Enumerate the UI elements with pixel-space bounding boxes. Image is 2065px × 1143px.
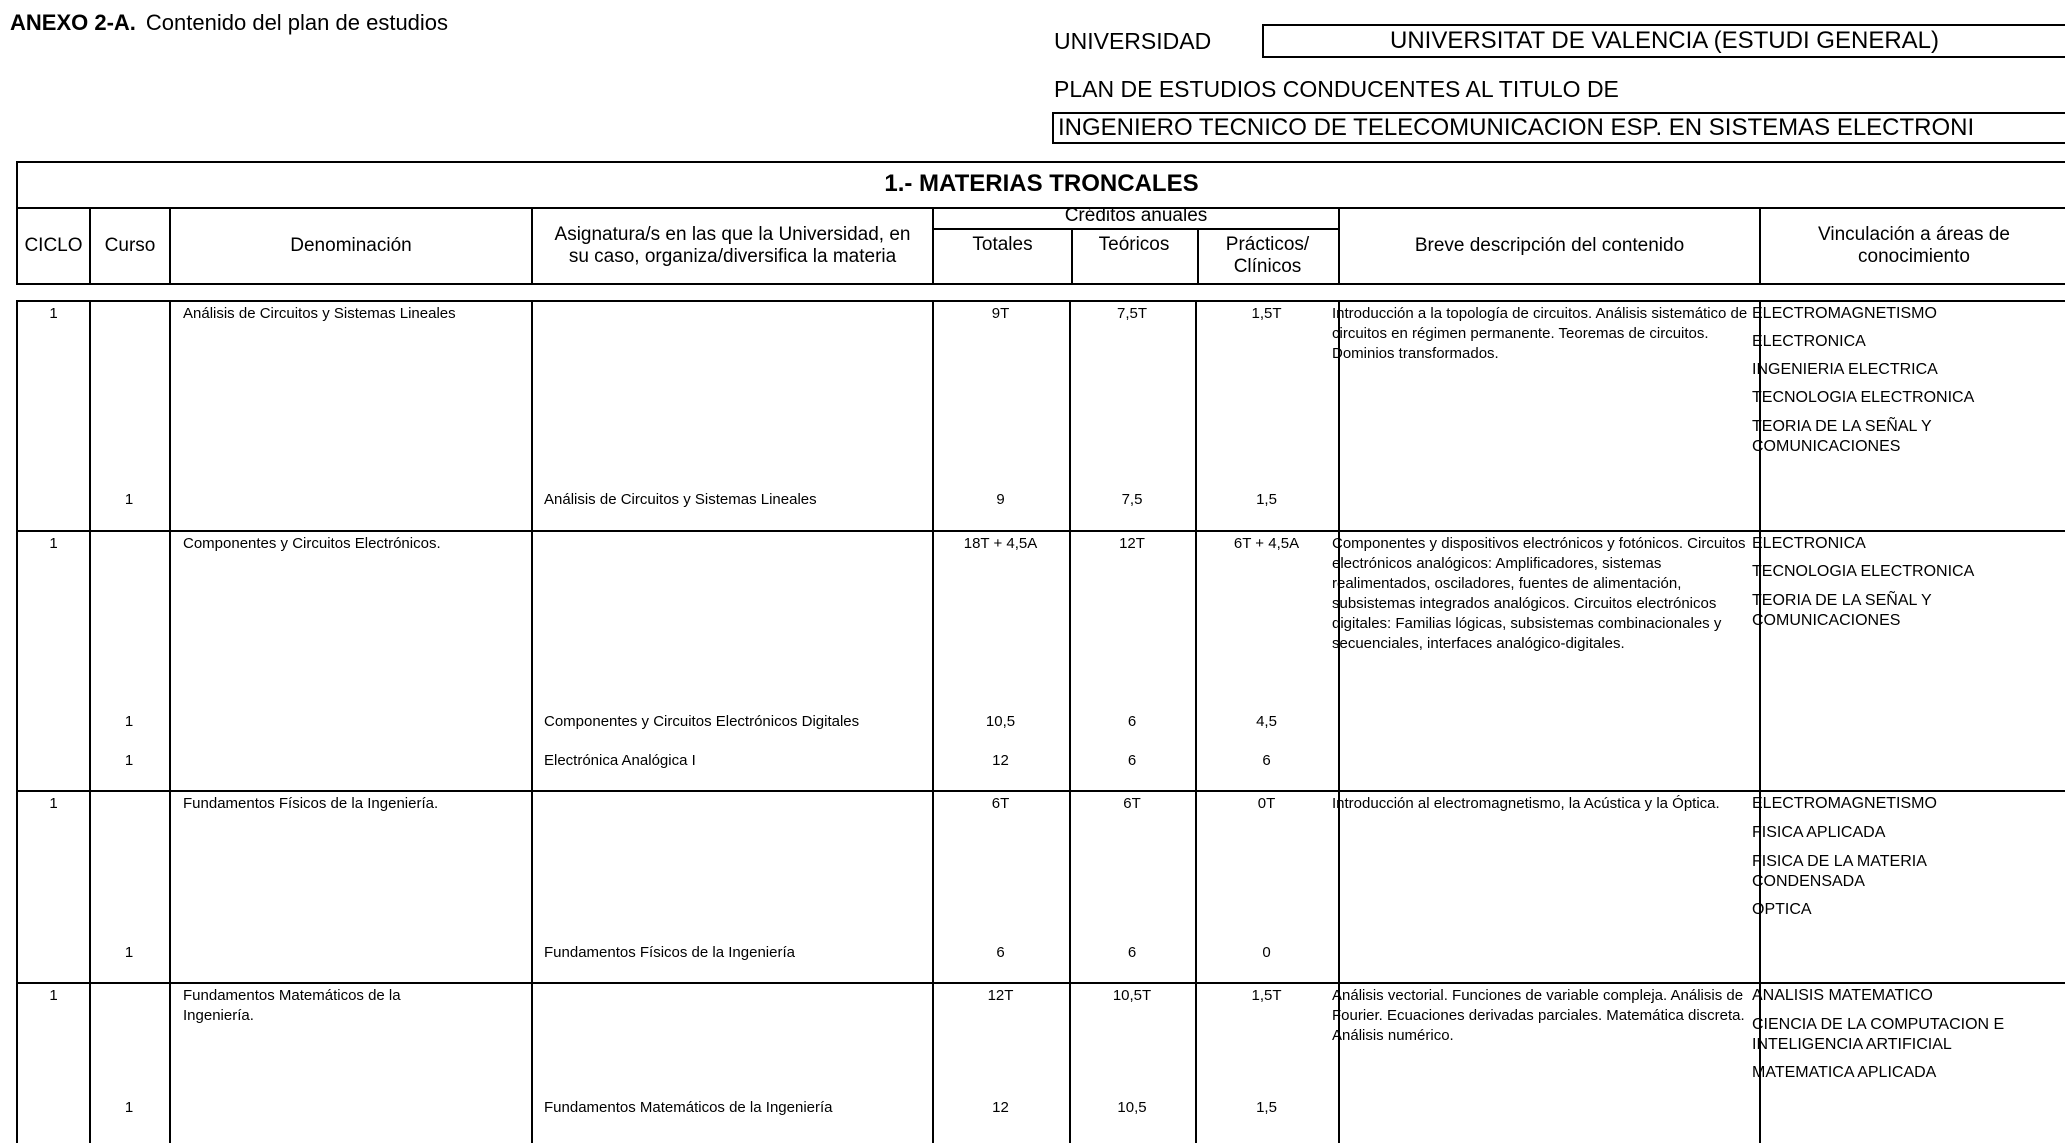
denominacion: Fundamentos Físicos de la Ingeniería. bbox=[183, 795, 439, 812]
teoricos: 12T bbox=[1119, 535, 1145, 552]
asig-totales: 6 bbox=[996, 944, 1005, 961]
asig-curso: 1 bbox=[124, 944, 134, 961]
universidad-value: UNIVERSITAT DE VALENCIA (ESTUDI GENERAL) bbox=[1262, 24, 2065, 58]
descripcion: Introducción a la topología de circuitos. Análisis sistemático de circuitos en régimen permanente. Teoremas de circuitos. Dominios transformados. bbox=[1332, 305, 1748, 362]
area-item: CIENCIA DE LA COMPUTACION E INTELIGENCIA ARTIFICIAL bbox=[1752, 1016, 2005, 1053]
plan-label: PLAN DE ESTUDIOS CONDUCENTES AL TITULO DE bbox=[1054, 76, 1619, 102]
descripcion: Introducción al electromagnetismo, la Acústica y la Óptica. bbox=[1332, 795, 1720, 812]
asig-curso: 1 bbox=[124, 713, 134, 730]
col-creditos: Créditos anuales bbox=[934, 207, 1340, 285]
denominacion: Fundamentos Matemáticos de la Ingeniería. bbox=[183, 987, 401, 1024]
asig-nombre: Fundamentos Matemáticos de la Ingeniería bbox=[544, 1099, 833, 1116]
teoricos: 10,5T bbox=[1112, 987, 1152, 1004]
descripcion: Análisis vectorial. Funciones de variable compleja. Análisis de Fourier. Ecuaciones derivadas parciales. Matemática discreta. Análisis numérico. bbox=[1332, 987, 1745, 1044]
area-item: FISICA DE LA MATERIA CONDENSADA bbox=[1752, 853, 1926, 890]
materia-row bbox=[16, 982, 2065, 1143]
area-item: ANALISIS MATEMATICO bbox=[1752, 987, 1933, 1004]
asig-nombre: Electrónica Analógica I bbox=[544, 752, 696, 769]
practicos: 1,5T bbox=[1251, 987, 1282, 1004]
area-item: TEORIA DE LA SEÑAL Y COMUNICACIONES bbox=[1752, 592, 1932, 629]
area-item: ELECTRONICA bbox=[1752, 333, 1866, 350]
asig-nombre: Análisis de Circuitos y Sistemas Lineales bbox=[544, 491, 817, 508]
col-ciclo: CICLO bbox=[18, 207, 91, 285]
denominacion: Análisis de Circuitos y Sistemas Lineales bbox=[183, 305, 456, 322]
area-item: OPTICA bbox=[1752, 901, 1812, 918]
ciclo: 1 bbox=[49, 987, 58, 1004]
area-item: TECNOLOGIA ELECTRONICA bbox=[1752, 563, 1975, 580]
table-header bbox=[16, 161, 2065, 285]
asig-totales: 10,5 bbox=[985, 713, 1016, 730]
col-curso: Curso bbox=[91, 207, 171, 285]
asig-practicos: 1,5 bbox=[1256, 491, 1277, 508]
descripcion: Componentes y dispositivos electrónicos y fotónicos. Circuitos electrónicos analógicos: Amplificadores, sistemas realimentados, osciladores, fuentes de alimentación, subsistemas integrados analógicos. Circuitos electrónicos digitales: Familias lógicas, subsistemas combinacionales y secuenciales, interfaces analógico-digitales. bbox=[1332, 535, 1746, 652]
col-descripcion: Breve descripción del contenido bbox=[1340, 207, 1761, 285]
asig-teoricos: 7,5 bbox=[1121, 491, 1143, 508]
titulo-value: INGENIERO TECNICO DE TELECOMUNICACION ESP. EN SISTEMAS ELECTRONI bbox=[1052, 112, 2065, 144]
col-totales: Totales bbox=[972, 234, 1033, 255]
area-item: ELECTRONICA bbox=[1752, 535, 1866, 552]
asig-totales: 12 bbox=[992, 752, 1009, 769]
ciclo: 1 bbox=[49, 535, 58, 552]
asig-practicos: 4,5 bbox=[1256, 713, 1277, 730]
section-title: 1.- MATERIAS TRONCALES bbox=[18, 163, 2065, 209]
asig-curso: 1 bbox=[124, 752, 134, 769]
area-item: INGENIERIA ELECTRICA bbox=[1752, 361, 1938, 378]
col-practicos: Prácticos/ Clínicos bbox=[1225, 234, 1310, 277]
asig-teoricos: 6 bbox=[1127, 713, 1137, 730]
asig-curso: 1 bbox=[124, 1099, 134, 1116]
asig-totales: 9 bbox=[996, 491, 1005, 508]
teoricos: 7,5T bbox=[1116, 305, 1147, 322]
col-denominacion: Denominación bbox=[171, 207, 533, 285]
totales: 6T bbox=[991, 795, 1010, 812]
area-item: ELECTROMAGNETISMO bbox=[1752, 795, 1937, 812]
asig-curso: 1 bbox=[124, 491, 134, 508]
anexo-text: Contenido del plan de estudios bbox=[145, 10, 449, 35]
ciclo: 1 bbox=[49, 305, 58, 322]
practicos: 0T bbox=[1257, 795, 1276, 812]
totales: 12T bbox=[987, 987, 1014, 1004]
anexo-heading bbox=[10, 10, 448, 36]
materia-row bbox=[16, 790, 2065, 982]
area-item: MATEMATICA APLICADA bbox=[1752, 1064, 1937, 1081]
area-item: TECNOLOGIA ELECTRONICA bbox=[1752, 389, 1975, 406]
asig-totales: 12 bbox=[992, 1099, 1009, 1116]
asig-practicos: 0 bbox=[1262, 944, 1271, 961]
totales: 18T + 4,5A bbox=[963, 535, 1038, 552]
col-vinculacion: Vinculación a áreas de conocimiento bbox=[1818, 224, 2010, 267]
teoricos: 6T bbox=[1123, 795, 1141, 812]
asig-practicos: 1,5 bbox=[1256, 1099, 1277, 1116]
asig-practicos: 6 bbox=[1262, 752, 1271, 769]
area-item: FISICA APLICADA bbox=[1752, 824, 1886, 841]
area-item: ELECTROMAGNETISMO bbox=[1752, 305, 1937, 322]
anexo-label: ANEXO 2-A. bbox=[10, 10, 136, 35]
materia-row bbox=[16, 530, 2065, 790]
col-asignatura: Asignatura/s en las que la Universidad, en su caso, organiza/diversifica la materia bbox=[533, 207, 934, 285]
asig-teoricos: 6 bbox=[1127, 944, 1137, 961]
asig-teoricos: 6 bbox=[1127, 752, 1137, 769]
materia-row bbox=[16, 300, 2065, 530]
totales: 9T bbox=[991, 305, 1010, 322]
asig-teoricos: 10,5 bbox=[1117, 1099, 1147, 1116]
asig-nombre: Fundamentos Físicos de la Ingeniería bbox=[544, 944, 795, 961]
ciclo: 1 bbox=[49, 795, 58, 812]
practicos: 1,5T bbox=[1251, 305, 1282, 322]
area-item: TEORIA DE LA SEÑAL Y COMUNICACIONES bbox=[1752, 418, 1932, 455]
denominacion: Componentes y Circuitos Electrónicos. bbox=[183, 535, 441, 552]
asig-nombre: Componentes y Circuitos Electrónicos Digitales bbox=[544, 713, 860, 730]
practicos: 6T + 4,5A bbox=[1233, 535, 1300, 552]
universidad-label: UNIVERSIDAD bbox=[1054, 28, 1212, 54]
col-teoricos: Teóricos bbox=[1098, 234, 1170, 255]
